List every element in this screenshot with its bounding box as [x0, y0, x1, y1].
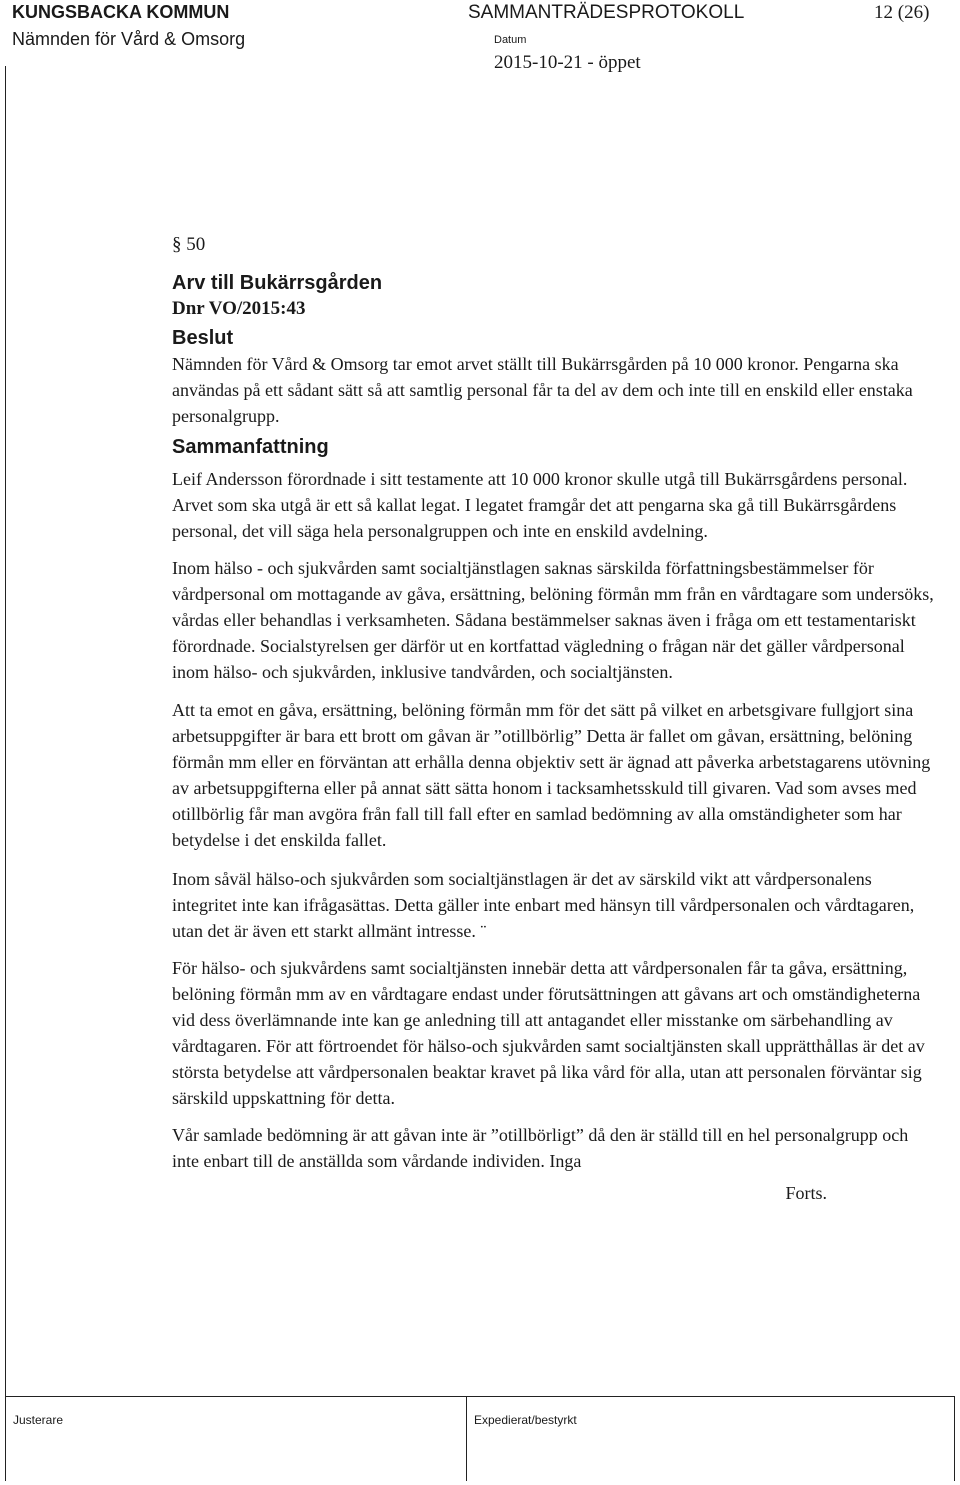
footer-divider-left — [5, 1396, 6, 1481]
case-title: Arv till Bukärrsgården — [172, 272, 383, 294]
page-number: 12 (26) — [874, 2, 930, 23]
document-type: SAMMANTRÄDESPROTOKOLL — [468, 2, 745, 23]
committee-name: Nämnden för Vård & Omsorg — [12, 29, 246, 49]
summary-paragraph: Leif Andersson förordnade i sitt testamente att 10 000 kronor skulle utgå till Bukärrsgårdens personal. Arvet som ska utgå är ett så kallat legat. I legatet framgår det att pengarna ska gå till Bukärrsgårdens personal, det vill säga hela personalgruppen och inte en enskild avdelning. — [172, 469, 908, 541]
date-label: Datum — [494, 34, 527, 46]
document-body — [172, 232, 937, 1206]
dispatched-label: Expedierat/bestyrkt — [474, 1413, 577, 1427]
summary-paragraph: Vår samlade bedömning är att gåvan inte är ”otillbörligt” då den är ställd till en hel personalgrupp och inte enbart till de anställda som vårdande individen. Inga — [172, 1125, 909, 1171]
date-value: 2015-10-21 - öppet — [494, 52, 641, 73]
footer-divider-middle — [466, 1396, 467, 1481]
adjuster-label: Justerare — [13, 1413, 64, 1427]
summary-paragraph: För hälso- och sjukvårdens samt socialtjänsten innebär detta att vårdpersonalen får ta gåva, ersättning, belöning förmån mm av en vårdtagare endast under förutsättningen att gåvans art och omständigheterna vid dess överlämnande inte kan ge anledning till att antagandet eller misstanke om särbehandling av vårdtagaren. För att förtroendet för hälso-och sjukvården samt socialtjänsten skall upprätthållas är det av största betydelse att vårdpersonalen beaktar kravet på lika vård för alla, utan att personalen förväntar sig särskild uppskattning för detta. — [172, 958, 925, 1108]
decision-text: Nämnden för Vård & Omsorg tar emot arvet ställt till Bukärrsgården på 10 000 kronor. Pengarna ska användas på ett sådant sätt så att samtlig personal får ta del av dem och inte till en enskild eller enstaka personalgrupp. — [172, 354, 913, 426]
summary-paragraph: Inom såväl hälso-och sjukvården som socialtjänstlagen är det av särskild vikt att vårdpersonalens integritet inte kan ifrågasättas. Detta gäller inte enbart med hänsyn till vårdpersonalen och vårdtagaren, utan det är även ett starkt allmänt intresse. ¨ — [172, 869, 915, 941]
case-dnr: Dnr VO/2015:43 — [172, 298, 306, 319]
summary-heading: Sammanfattning — [172, 436, 329, 458]
summary-paragraph: Inom hälso - och sjukvården samt socialtjänstlagen saknas särskilda författningsbestämmelser för vårdpersonal om mottagande av gåva, ersättning, belöning förmån mm från en vårdtagare som undersöks, vårdas eller behandlas i verksamheten. Sådana bestämmelser saknas även i fråga om ett testamentariskt förordnade. Socialstyrelsen ger därför ut en kortfattad vägledning o frågan när det gäller vårdpersonal inom hälso- och sjukvården, inklusive tandvården, och socialtjänsten. — [172, 558, 934, 682]
decision-heading: Beslut — [172, 327, 234, 349]
footer-divider-right — [954, 1396, 955, 1481]
left-margin-rule — [5, 66, 6, 1396]
paragraph-number: § 50 — [172, 234, 206, 255]
continued-marker: Forts. — [785, 1183, 827, 1203]
summary-paragraph: Att ta emot en gåva, ersättning, belöning förmån mm för det sätt på vilket en arbetsgivare fullgjort sina arbetsuppgifter är bara ett brott om gåvan är ”otillbörlig” Detta är fallet om gåvan, ersättning, belöning förmån mm eller en förväntan att erhålla denna objektiv sett är ägnad att påverka arbetstagarens utövning av arbetsuppgifterna eller på annat sätt sätta honom i tacksamhetsskuld till givaren. Vad som avses med otillbörlig får man avgöra från fall till fall efter en samlad bedömning av alla omständigheter som har betydelse i det enskilda fallet. — [172, 700, 931, 850]
footer-rule — [5, 1396, 955, 1397]
organization-name: KUNGSBACKA KOMMUN — [12, 2, 230, 22]
